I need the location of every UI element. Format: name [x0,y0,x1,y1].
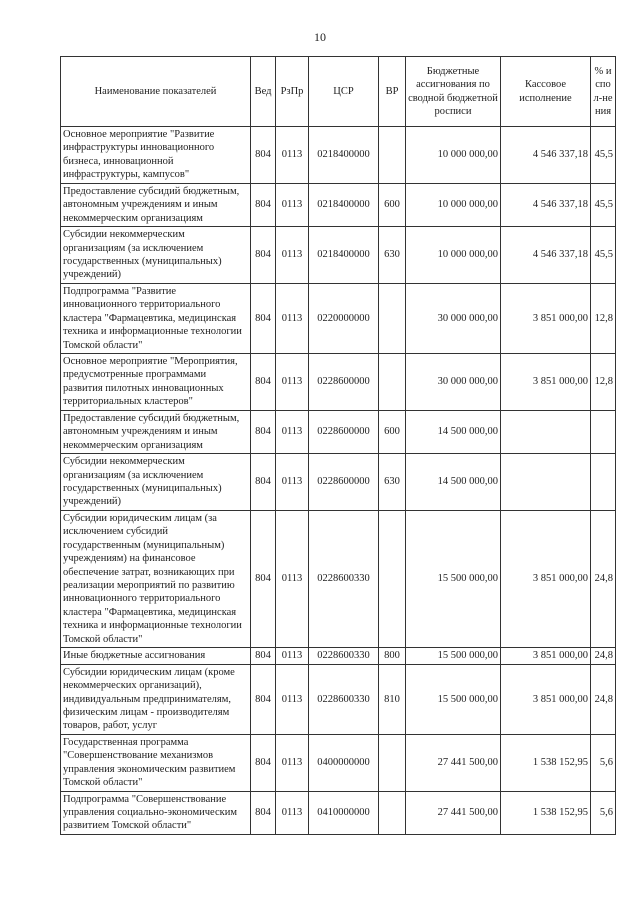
cell-rzpr: 0113 [276,227,309,284]
cell-pct: 45,5 [591,183,616,226]
cell-ved: 804 [251,183,276,226]
cell-cash: 4 546 337,18 [501,227,591,284]
cell-csr: 0400000000 [309,734,379,791]
cell-csr: 0218400000 [309,127,379,184]
cell-name: Подпрограмма "Развитие инновационного территориального кластера "Фармацевтика, медицинская техника и информационные технологии Томской области" [61,283,251,353]
table-row [61,283,616,353]
cell-ved: 804 [251,454,276,511]
table-row [61,227,616,284]
cell-name: Субсидии некоммерческим организациям (за исключением государственных (муниципальных) учреждений) [61,227,251,284]
header-row [61,57,616,127]
cell-pct: 45,5 [591,227,616,284]
table-row [61,410,616,453]
cell-rzpr: 0113 [276,734,309,791]
cell-csr: 0228600000 [309,354,379,411]
table-row [61,454,616,511]
cell-cash [501,454,591,511]
cell-name: Иные бюджетные ассигнования [61,648,251,664]
cell-budget: 30 000 000,00 [406,354,501,411]
cell-name: Предоставление субсидий бюджетным, автономным учреждениям и иным некоммерческим организациям [61,183,251,226]
cell-pct: 12,8 [591,354,616,411]
table-row [61,183,616,226]
cell-vr: 600 [379,183,406,226]
cell-pct: 24,8 [591,664,616,734]
cell-ved: 804 [251,791,276,834]
header-name: Наименование показателей [61,57,251,127]
cell-budget: 14 500 000,00 [406,410,501,453]
table-row [61,648,616,664]
cell-pct [591,410,616,453]
cell-csr: 0228600000 [309,454,379,511]
header-rzpr: РзПр [276,57,309,127]
table-row [61,354,616,411]
cell-budget: 15 500 000,00 [406,648,501,664]
cell-rzpr: 0113 [276,183,309,226]
cell-csr: 0228600330 [309,664,379,734]
header-csr: ЦСР [309,57,379,127]
cell-name: Субсидии некоммерческим организациям (за исключением государственных (муниципальных) учреждений) [61,454,251,511]
cell-cash: 1 538 152,95 [501,791,591,834]
cell-vr [379,791,406,834]
cell-csr: 0410000000 [309,791,379,834]
cell-vr: 630 [379,227,406,284]
cell-name: Государственная программа "Совершенствование механизмов управления экономическим развитием Томской области" [61,734,251,791]
header-ved: Вед [251,57,276,127]
cell-pct: 45,5 [591,127,616,184]
cell-budget: 27 441 500,00 [406,791,501,834]
cell-pct: 5,6 [591,791,616,834]
cell-ved: 804 [251,664,276,734]
cell-ved: 804 [251,510,276,647]
cell-pct: 5,6 [591,734,616,791]
cell-budget: 10 000 000,00 [406,127,501,184]
cell-vr: 800 [379,648,406,664]
cell-ved: 804 [251,648,276,664]
table-row [61,734,616,791]
cell-csr: 0228600330 [309,648,379,664]
cell-rzpr: 0113 [276,510,309,647]
cell-budget: 10 000 000,00 [406,227,501,284]
cell-cash: 3 851 000,00 [501,648,591,664]
cell-rzpr: 0113 [276,648,309,664]
page-number: 10 [314,30,326,44]
cell-budget: 15 500 000,00 [406,510,501,647]
cell-rzpr: 0113 [276,410,309,453]
cell-name: Подпрограмма "Совершенствование управления социально-экономическим развитием Томской области" [61,791,251,834]
cell-rzpr: 0113 [276,283,309,353]
cell-name: Субсидии юридическим лицам (за исключением субсидий государственным (муниципальным) учреждениям) на финансовое обеспечение затрат, возникающих при реализации мероприятий по развитию инновационного территориального кластера "Фармацевтика, медицинская техника и информационные технологии Томской области" [61,510,251,647]
cell-ved: 804 [251,227,276,284]
cell-budget: 15 500 000,00 [406,664,501,734]
header-pct: % испол-нения [591,57,616,127]
table-body [61,127,616,835]
budget-table [60,56,616,835]
cell-pct [591,454,616,511]
cell-csr: 0218400000 [309,227,379,284]
cell-vr [379,127,406,184]
cell-budget: 10 000 000,00 [406,183,501,226]
cell-ved: 804 [251,410,276,453]
cell-name: Основное мероприятие "Развитие инфраструктуры инновационного бизнеса, инновационной инфраструктуры, кампусов" [61,127,251,184]
cell-cash: 3 851 000,00 [501,510,591,647]
cell-ved: 804 [251,127,276,184]
cell-pct: 12,8 [591,283,616,353]
table-row [61,510,616,647]
cell-rzpr: 0113 [276,791,309,834]
cell-vr: 600 [379,410,406,453]
table-row [61,791,616,834]
table-row [61,664,616,734]
cell-rzpr: 0113 [276,664,309,734]
cell-rzpr: 0113 [276,454,309,511]
table-row [61,127,616,184]
cell-vr: 630 [379,454,406,511]
cell-ved: 804 [251,734,276,791]
cell-cash [501,410,591,453]
cell-name: Основное мероприятие "Мероприятия, предусмотренные программами развития пилотных инновационных территориальных кластеров" [61,354,251,411]
cell-rzpr: 0113 [276,354,309,411]
cell-budget: 30 000 000,00 [406,283,501,353]
header-vr: ВР [379,57,406,127]
cell-name: Предоставление субсидий бюджетным, автономным учреждениям и иным некоммерческим организациям [61,410,251,453]
cell-cash: 3 851 000,00 [501,283,591,353]
cell-cash: 4 546 337,18 [501,183,591,226]
cell-csr: 0228600000 [309,410,379,453]
cell-cash: 1 538 152,95 [501,734,591,791]
cell-csr: 0220000000 [309,283,379,353]
cell-rzpr: 0113 [276,127,309,184]
header-budget: Бюджетные ассигнования по сводной бюджетной росписи [406,57,501,127]
cell-vr [379,354,406,411]
cell-ved: 804 [251,283,276,353]
cell-vr [379,283,406,353]
header-cash: Кассовое исполнение [501,57,591,127]
cell-cash: 4 546 337,18 [501,127,591,184]
cell-pct: 24,8 [591,510,616,647]
cell-ved: 804 [251,354,276,411]
cell-budget: 27 441 500,00 [406,734,501,791]
cell-name: Субсидии юридическим лицам (кроме некоммерческих организаций), индивидуальным предпринимателям, физическим лицам - производителям товаров, работ, услуг [61,664,251,734]
cell-csr: 0218400000 [309,183,379,226]
cell-pct: 24,8 [591,648,616,664]
cell-csr: 0228600330 [309,510,379,647]
cell-vr [379,510,406,647]
cell-budget: 14 500 000,00 [406,454,501,511]
cell-vr [379,734,406,791]
cell-cash: 3 851 000,00 [501,664,591,734]
cell-cash: 3 851 000,00 [501,354,591,411]
cell-vr: 810 [379,664,406,734]
